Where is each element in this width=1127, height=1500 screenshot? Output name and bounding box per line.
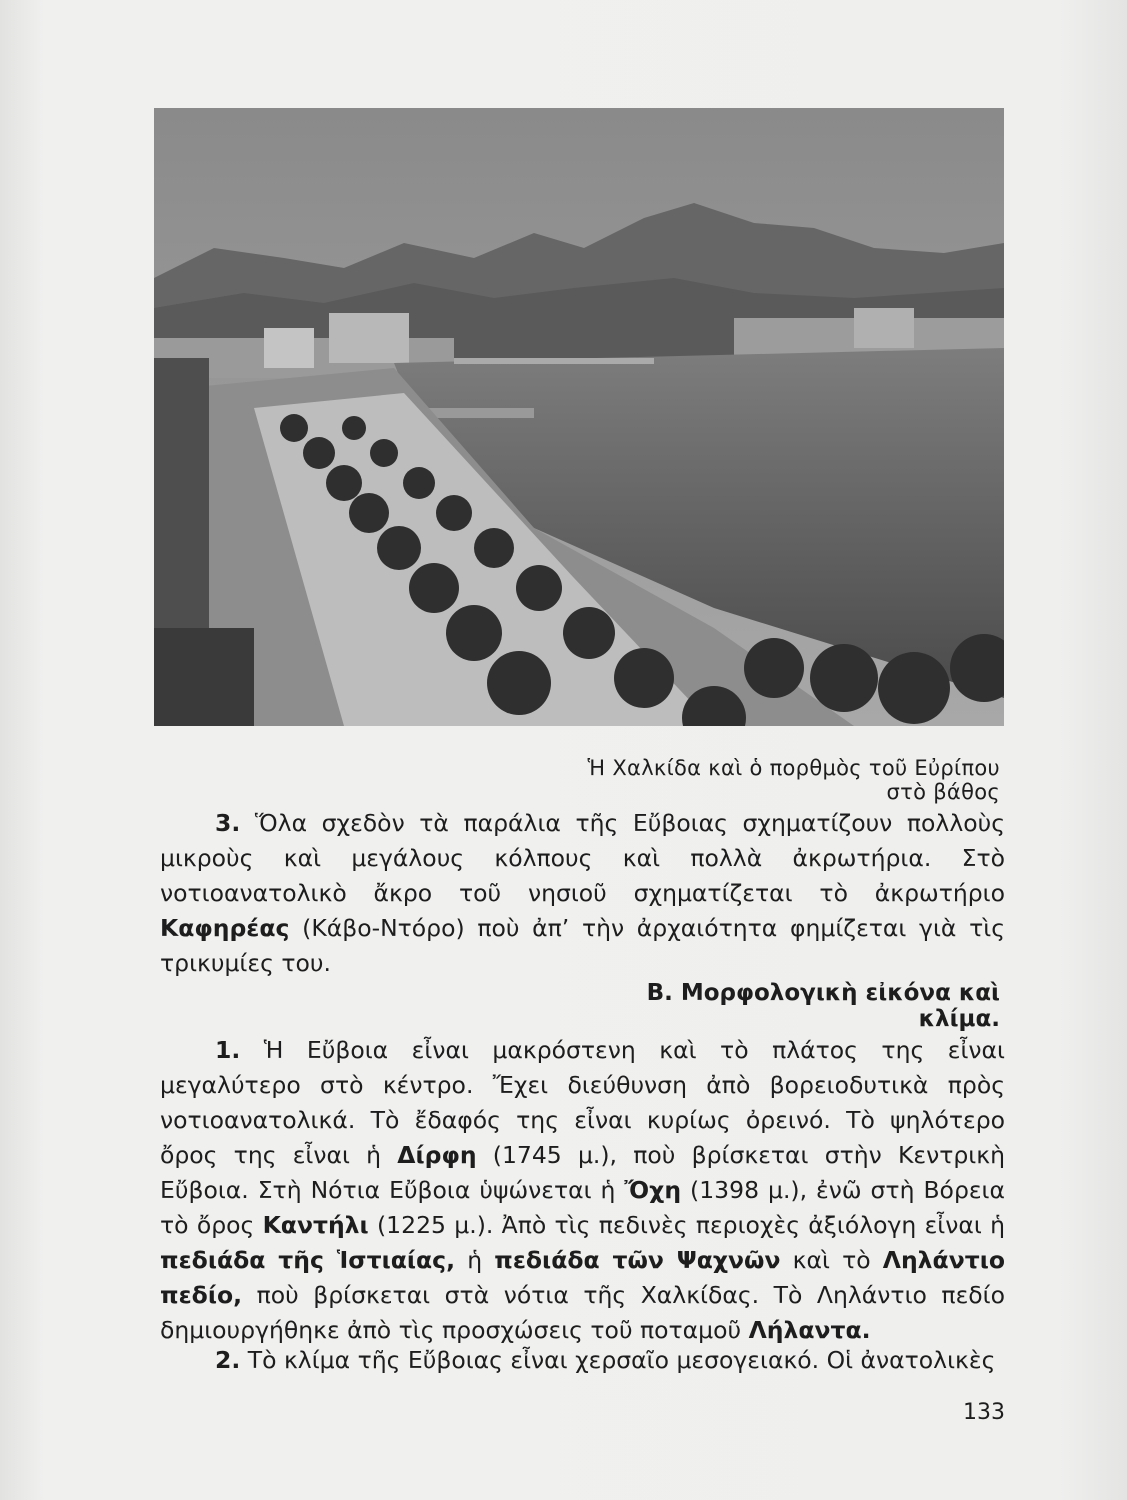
page-number: 133: [963, 1400, 1005, 1425]
section-heading: Β. Μορφολογικὴ εἰκόνα καὶ κλίμα.: [646, 980, 1000, 1032]
paragraph-text: (1398 μ.), ἐνῶ στὴ Βόρεια τὸ ὄρος: [160, 1176, 1006, 1239]
paragraph-text: ποὺ βρίσκεται στὰ νότια τῆς Χαλκίδας. Τὸ Ληλάντιο πεδίο δημιουργήθηκε ἀπὸ τὶς προσχώσεις τοῦ ποταμοῦ: [160, 1281, 1005, 1344]
paragraph-text: Ἡ Εὔβοια εἶναι μακρόστενη καὶ τὸ πλάτος της εἶναι μεγαλύτερο στὸ κέντρο. Ἔχει διεύθυνση ἀπὸ βορειοδυτικὰ πρὸς νοτιοανατολικά. Τὸ ἔδαφός της εἶναι κυρίως ὀρεινό. Τὸ ψηλότερο ὄρος της εἶναι ἡ: [160, 1036, 1005, 1169]
paragraph-number: 1.: [215, 1036, 241, 1064]
paragraph-b1-morphology: [160, 1033, 1005, 1348]
paragraph-b2-climate: [160, 1343, 1005, 1378]
term-kafireas: Καφηρέας: [160, 914, 290, 942]
paragraph-text: (Κάβο-Ντόρο) ποὺ ἀπ’ τὴν ἀρχαιότητα φημίζεται γιὰ τὶς τρικυμίες του.: [160, 914, 1005, 977]
term-kantili: Καντήλι: [262, 1211, 369, 1239]
paragraph-number: 3.: [215, 809, 241, 837]
photo-chalkida: [154, 108, 1004, 726]
paragraph-3-coastline: [160, 806, 1005, 981]
paragraph-text: (1225 μ.). Ἀπὸ τὶς πεδινὲς περιοχὲς ἀξιόλογη εἶναι ἡ: [368, 1211, 1006, 1239]
photo-caption: Ἡ Χαλκίδα καὶ ὁ πορθμὸς τοῦ Εὐρίπου στὸ βάθος: [587, 756, 1000, 804]
term-psachna: πεδιάδα τῶν Ψαχνῶν: [494, 1246, 781, 1274]
paragraph-text: καὶ τὸ: [780, 1246, 883, 1274]
paragraph-text: Τὸ κλίμα τῆς Εὔβοιας εἶναι χερσαῖο μεσογειακό. Οἱ ἀνατολικὲς: [240, 1346, 996, 1374]
term-dirfi: Δίρφη: [397, 1141, 477, 1169]
term-lilantio: Ληλάντιο πεδίο,: [160, 1246, 1006, 1309]
term-lilanta: Λήλαντα.: [748, 1316, 871, 1344]
paragraph-text: Ὅλα σχεδὸν τὰ παράλια τῆς Εὔβοιας σχηματίζουν πολλοὺς μικροὺς καὶ μεγάλους κόλπους καὶ πολλὰ ἀκρωτήρια. Στὸ νοτιοανατολικὸ ἄκρο τοῦ νησιοῦ σχηματίζεται τὸ ἀκρωτήριο: [160, 809, 1005, 907]
paragraph-text: ἡ: [455, 1246, 495, 1274]
term-istiaia: πεδιάδα τῆς Ἱστιαίας,: [160, 1246, 456, 1274]
term-ochi: Ὄχη: [624, 1176, 682, 1204]
paragraph-text: (1745 μ.), ποὺ βρίσκεται στὴν Κεντρικὴ Εὔβοια. Στὴ Νότια Εὔβοια ὑψώνεται ἡ: [160, 1141, 1005, 1204]
photo-illustration: [154, 108, 1004, 726]
paragraph-number: 2.: [215, 1346, 241, 1374]
